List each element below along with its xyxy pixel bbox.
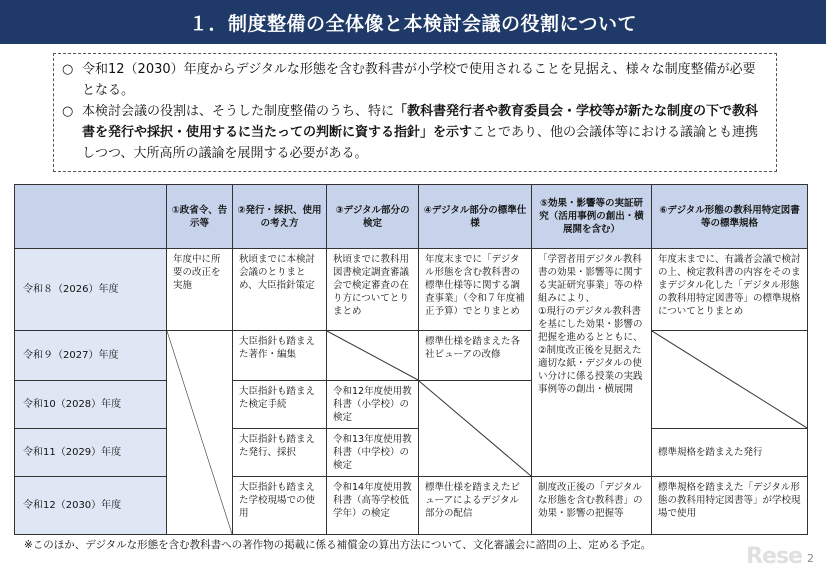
table-row: [15, 331, 808, 381]
cell-r4-screening: 令和13年度使用教科書（中学校）の検定: [327, 429, 419, 477]
cell-r2-standard-spec: 標準仕様を踏まえた各社ビューアの改修: [419, 331, 532, 381]
footnote: ※このほか、デジタルな形態を含む教科書への著作物の掲載に係る補償金の算出方法について、文化審議会に諮問の上、定める予定。: [24, 539, 652, 551]
year-label: 令和10（2028）年度: [15, 381, 167, 429]
intro-item-2: [62, 101, 768, 164]
cell-regulations-empty: [167, 331, 233, 535]
diagonal-line-icon: [652, 331, 807, 428]
cell-r5-digital-standard: 標準規格を踏まえた「デジタル形態の教科用特定図書等」が学校現場で使用: [652, 477, 808, 535]
intro-item-2-after: ことであり、他の会議体等における議論とも連携しつつ、大所高所の議論を展開する必要がある。: [82, 125, 759, 161]
header-digital-screening: ③デジタル部分の検定: [327, 185, 419, 249]
year-label: 令和８（2026）年度: [15, 249, 167, 331]
year-label: 令和12（2030）年度: [15, 477, 167, 535]
intro-box: [53, 53, 777, 172]
cell-r1-screening: 秋頃までに教科用図書検定調査審議会で検定審査の在り方についてとりまとめ: [327, 249, 419, 331]
diagonal-line-icon: [167, 331, 232, 534]
intro-item-2-highlight: 「教科書発行者や教育委員会・学校等が新たな制度の下で教科書を発行や採択・使用するに当たっての判断に資する指針」を示す: [82, 104, 759, 140]
header-publication-adoption: ②発行・採択、使用の考え方: [233, 185, 327, 249]
table-row: [15, 249, 808, 331]
cell-r5-standard-spec: 標準仕様を踏まえたビューアによるデジタル部分の配信: [419, 477, 532, 535]
cell-r5-screening: 令和14年度使用教科書（高等学校低学年）の検定: [327, 477, 419, 535]
cell-r1-digital-standard: 年度末までに、有識者会議で検討の上、検定教科書の内容をそのままデジタル化した「デジタル形態の教科用特定図書等」の標準規格についてとりまとめ: [652, 249, 808, 331]
roadmap-table: [14, 184, 808, 535]
cell-r3-screening: 令和12年度使用教科書（小学校）の検定: [327, 381, 419, 429]
slide-title: １．制度整備の全体像と本検討会議の役割について: [0, 0, 826, 44]
header-empirical-research: ⑤効果・影響等の実証研究（活用事例の創出・横展開を含む）: [532, 185, 652, 249]
cell-r2-digital-standard-empty: [652, 331, 808, 429]
header-regulations: ①政省令、告示等: [167, 185, 233, 249]
cell-r5-publication: 大臣指針も踏まえた学校現場での使用: [233, 477, 327, 535]
intro-item-1: [62, 59, 768, 101]
table-header-row: [15, 185, 808, 249]
year-label: 令和９（2027）年度: [15, 331, 167, 381]
cell-r4-digital-standard: 標準規格を踏まえた発行: [652, 429, 808, 477]
watermark-logo: Rese: [746, 544, 802, 569]
header-digital-standard-spec: ④デジタル部分の標準仕様: [419, 185, 532, 249]
table-row: [15, 477, 808, 535]
diagonal-line-icon: [419, 381, 531, 476]
intro-item-1-text: 令和12（2030）年度からデジタルな形態を含む教科書が小学校で使用されることを見据え、様々な制度整備が必要となる。: [82, 62, 756, 98]
cell-r1-standard-spec: 年度末までに「デジタル形態を含む教科書の標準仕様等に関する調査事業」（令和７年度補正予算）でとりまとめ: [419, 249, 532, 331]
cell-r2-screening-empty: [327, 331, 419, 381]
header-corner: [15, 185, 167, 249]
cell-research-merged: 「学習者用デジタル教科書の効果・影響等に関する実証研究事業」等の枠組みにより、 ①現行のデジタル教科書を基にした効果・影響の把握を進めるとともに、 ②制度改正後を見据えた適切な紙・デジタルの使い分けに係る授業の実践事例等の創出・横展開: [532, 249, 652, 477]
cell-r5-research: 制度改正後の「デジタルな形態を含む教科書」の効果・影響の把握等: [532, 477, 652, 535]
cell-r3-standard-spec-empty: [419, 381, 532, 477]
header-digital-format-standard: ⑥デジタル形態の教科用特定図書等の標準規格: [652, 185, 808, 249]
cell-r1-regulations: 年度中に所要の改正を実施: [167, 249, 233, 331]
bullet-circle-icon: ○: [62, 62, 74, 77]
diagonal-line-icon: [327, 331, 418, 380]
cell-r1-publication: 秋頃までに本検討会議のとりまとめ、大臣指針策定: [233, 249, 327, 331]
table-row: [15, 429, 808, 477]
bullet-circle-icon: ○: [62, 104, 74, 119]
page-number: 2: [807, 552, 814, 565]
year-label: 令和11（2029）年度: [15, 429, 167, 477]
intro-item-2-before: 本検討会議の役割は、そうした制度整備のうち、特に: [82, 104, 395, 119]
cell-r2-publication: 大臣指針も踏まえた著作・編集: [233, 331, 327, 381]
cell-r4-publication: 大臣指針も踏まえた発行、採択: [233, 429, 327, 477]
cell-r3-publication: 大臣指針も踏まえた検定手続: [233, 381, 327, 429]
